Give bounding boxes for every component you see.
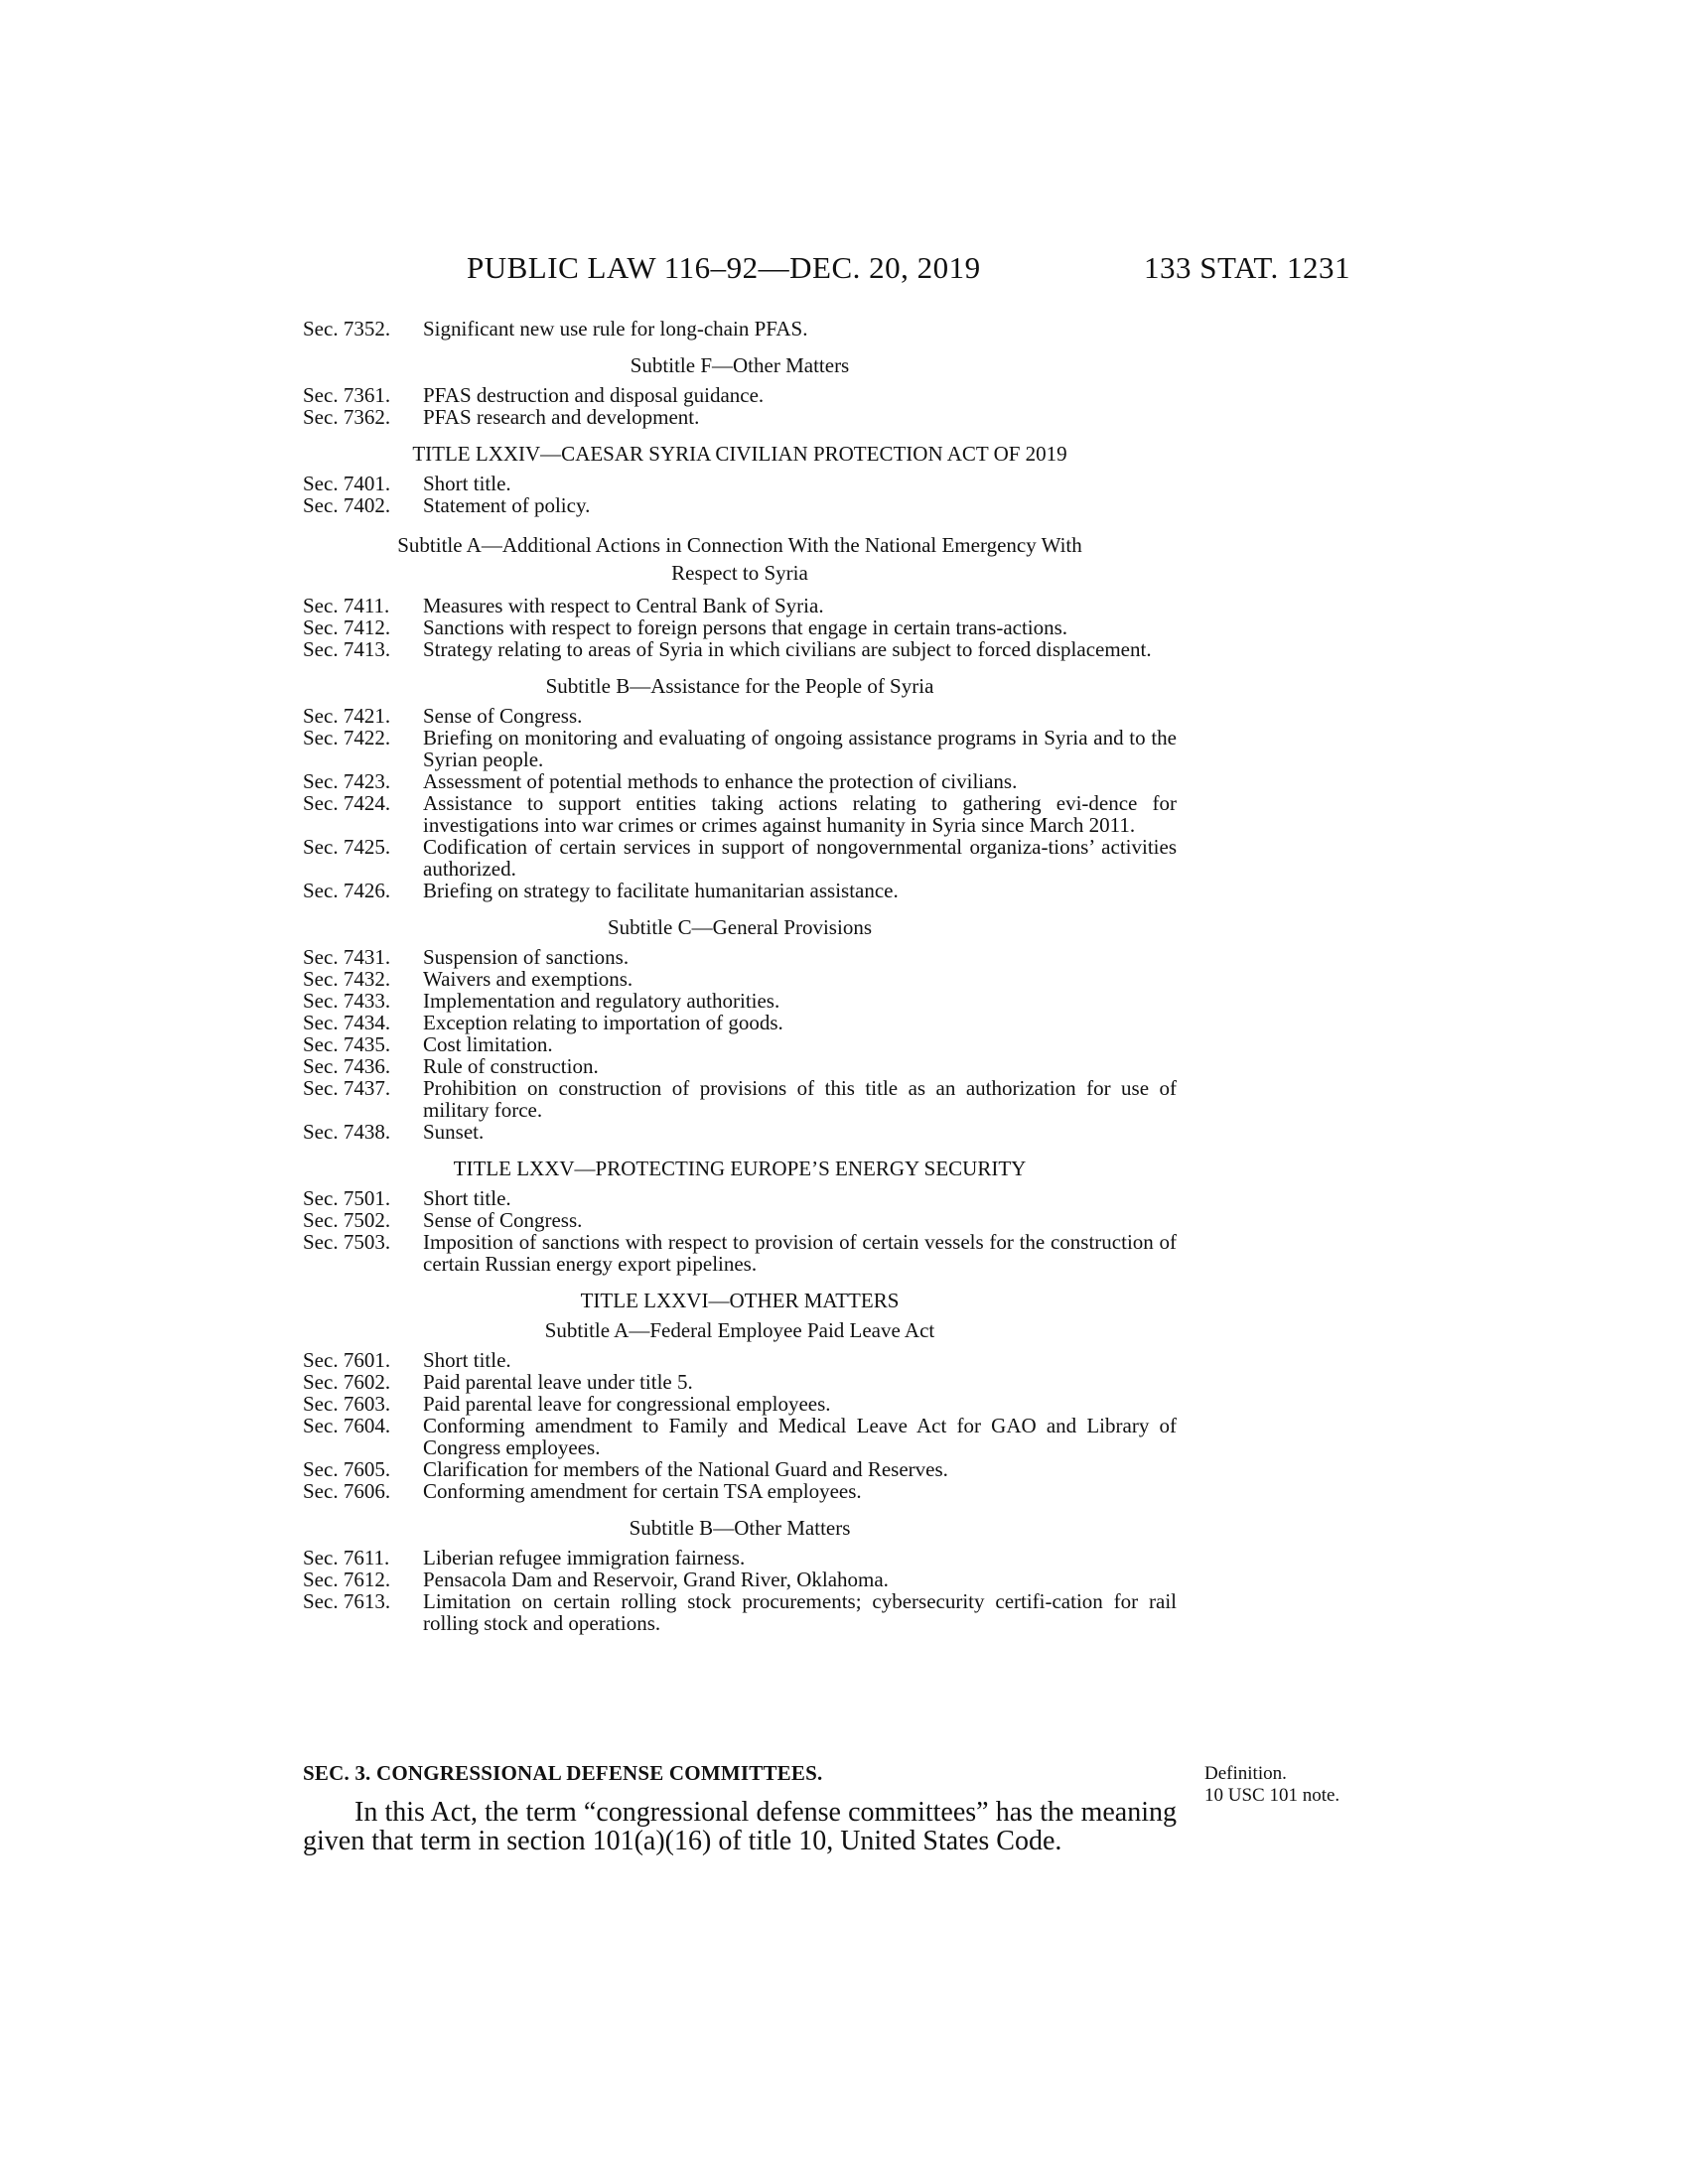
toc-entry-title: PFAS research and development. [423, 405, 700, 429]
toc-entry-title: Cost limitation. [423, 1032, 553, 1056]
toc-entry-title: Rule of construction. [423, 1054, 599, 1078]
subtitle-a2-heading: Subtitle A—Federal Employee Paid Leave Act [544, 1318, 935, 1342]
toc-entry [303, 1033, 1177, 1055]
toc-entry-number: Sec. 7502. [303, 1208, 391, 1232]
toc-entry-number: Sec. 7422. [303, 726, 391, 750]
toc-entry-number: Sec. 7437. [303, 1076, 391, 1100]
toc-entry-number: Sec. 7423. [303, 769, 391, 793]
margin-note-definition: Definition. [1204, 1763, 1287, 1784]
subtitle-a-heading-line2: Respect to Syria [671, 561, 808, 585]
toc-group-first [303, 318, 1177, 340]
toc-entry-title: Waivers and exemptions. [423, 967, 633, 991]
toc-entry-title: Conforming amendment for certain TSA employees. [423, 1479, 862, 1503]
toc-entry-number: Sec. 7412. [303, 615, 391, 639]
table-of-contents [303, 318, 1177, 1634]
toc-entry [303, 880, 1177, 901]
toc-entry-number: Sec. 7431. [303, 945, 391, 969]
toc-entry-title: Codification of certain services in support of nongovernmental organiza-tions’ activities authorized. [423, 835, 1177, 881]
toc-entry [303, 616, 1177, 638]
toc-entry-title: Briefing on strategy to facilitate humanitarian assistance. [423, 879, 899, 902]
toc-entry-title: Limitation on certain rolling stock procurements; cybersecurity certifi-cation for rail rolling stock and operations. [423, 1589, 1177, 1635]
toc-entry-number: Sec. 7361. [303, 383, 391, 407]
toc-entry [303, 1590, 1177, 1634]
subtitle-c-heading: Subtitle C—General Provisions [608, 915, 872, 939]
toc-entry-number: Sec. 7434. [303, 1011, 391, 1034]
title-lxxvi-heading: TITLE LXXVI—OTHER MATTERS [580, 1289, 900, 1312]
toc-entry [303, 473, 1177, 494]
toc-entry-number: Sec. 7352. [303, 317, 391, 341]
toc-entry [303, 836, 1177, 880]
toc-entry [303, 1547, 1177, 1569]
section-3-body: In this Act, the term “congressional defense committees” has the meaning given that term in section 101(a)(16) of title 10, United States Code. [303, 1797, 1177, 1856]
toc-entry [303, 494, 1177, 516]
subtitle-b-heading: Subtitle B—Assistance for the People of Syria [545, 674, 934, 698]
toc-entry-number: Sec. 7604. [303, 1414, 391, 1437]
toc-entry-number: Sec. 7424. [303, 791, 391, 815]
toc-entry-number: Sec. 7613. [303, 1589, 391, 1613]
page-header [0, 250, 1688, 290]
subtitle-f-heading: Subtitle F—Other Matters [630, 353, 850, 377]
toc-entry-number: Sec. 7413. [303, 637, 391, 661]
toc-entry-title: Measures with respect to Central Bank of Syria. [423, 594, 824, 617]
toc-entry-number: Sec. 7503. [303, 1230, 391, 1254]
toc-group-a2 [303, 1349, 1177, 1502]
toc-entry [303, 1231, 1177, 1275]
toc-entry [303, 1458, 1177, 1480]
title-lxxv-heading: TITLE LXXV—PROTECTING EUROPE’S ENERGY SECURITY [453, 1157, 1027, 1180]
toc-entry [303, 727, 1177, 770]
toc-group-b [303, 705, 1177, 901]
toc-entry-title: Significant new use rule for long-chain PFAS. [423, 317, 808, 341]
toc-entry-title: Assistance to support entities taking actions relating to gathering evi-dence for investigations into war crimes or crimes against humanity in Syria since March 2011. [423, 791, 1177, 837]
toc-entry-title: Liberian refugee immigration fairness. [423, 1546, 746, 1570]
toc-entry [303, 968, 1177, 990]
toc-entry-title: Strategy relating to areas of Syria in which civilians are subject to forced displacement. [423, 637, 1152, 661]
toc-entry [303, 406, 1177, 428]
toc-entry-title: Prohibition on construction of provisions of this title as an authorization for use of military force. [423, 1076, 1177, 1122]
toc-entry-number: Sec. 7426. [303, 879, 391, 902]
toc-entry-number: Sec. 7438. [303, 1120, 391, 1144]
toc-entry-number: Sec. 7425. [303, 835, 391, 859]
subtitle-a-heading [303, 531, 1177, 587]
toc-entry [303, 1349, 1177, 1371]
toc-entry-number: Sec. 7432. [303, 967, 391, 991]
toc-entry-title: Short title. [423, 472, 511, 495]
toc-entry-number: Sec. 7435. [303, 1032, 391, 1056]
toc-entry-number: Sec. 7501. [303, 1186, 391, 1210]
toc-entry [303, 770, 1177, 792]
toc-entry [303, 1415, 1177, 1458]
toc-entry [303, 1371, 1177, 1393]
toc-group-a [303, 595, 1177, 660]
toc-entry-number: Sec. 7601. [303, 1348, 391, 1372]
running-head-title: PUBLIC LAW 116–92—DEC. 20, 2019 [467, 250, 981, 285]
toc-entry-number: Sec. 7612. [303, 1568, 391, 1591]
section-3 [303, 1761, 1177, 1855]
toc-entry [303, 1209, 1177, 1231]
toc-entry-title: Assessment of potential methods to enhance the protection of civilians. [423, 769, 1018, 793]
toc-group-c [303, 946, 1177, 1143]
toc-entry-title: Sanctions with respect to foreign persons that engage in certain trans-actions. [423, 615, 1068, 639]
toc-entry [303, 1077, 1177, 1121]
toc-entry-title: PFAS destruction and disposal guidance. [423, 383, 765, 407]
toc-entry-title: Exception relating to importation of goods. [423, 1011, 783, 1034]
toc-entry [303, 1121, 1177, 1143]
toc-entry [303, 595, 1177, 616]
toc-entry-number: Sec. 7433. [303, 989, 391, 1013]
toc-entry-number: Sec. 7362. [303, 405, 391, 429]
subtitle-b2-heading: Subtitle B—Other Matters [629, 1516, 851, 1540]
toc-entry-title: Paid parental leave for congressional employees. [423, 1392, 831, 1416]
toc-entry-number: Sec. 7411. [303, 594, 390, 617]
toc-entry-title: Implementation and regulatory authorities. [423, 989, 780, 1013]
toc-entry-title: Briefing on monitoring and evaluating of ongoing assistance programs in Syria and to the Syrian people. [423, 726, 1177, 771]
toc-entry-title: Short title. [423, 1348, 511, 1372]
toc-entry [303, 1012, 1177, 1033]
toc-entry-title: Short title. [423, 1186, 511, 1210]
toc-entry-number: Sec. 7436. [303, 1054, 391, 1078]
toc-entry [303, 705, 1177, 727]
toc-entry-title: Pensacola Dam and Reservoir, Grand River, Oklahoma. [423, 1568, 889, 1591]
toc-entry-title: Conforming amendment to Family and Medical Leave Act for GAO and Library of Congress employees. [423, 1414, 1177, 1459]
toc-entry [303, 318, 1177, 340]
toc-entry-number: Sec. 7401. [303, 472, 391, 495]
toc-entry [303, 1187, 1177, 1209]
toc-group-lxxiv [303, 473, 1177, 516]
toc-entry [303, 384, 1177, 406]
statute-page-number: 133 STAT. 1231 [1144, 250, 1351, 285]
toc-group-lxxv [303, 1187, 1177, 1275]
toc-entry [303, 1569, 1177, 1590]
toc-entry-number: Sec. 7421. [303, 704, 391, 728]
toc-entry [303, 1055, 1177, 1077]
toc-entry-title: Imposition of sanctions with respect to provision of certain vessels for the construction of certain Russian energy export pipelines. [423, 1230, 1177, 1276]
toc-entry [303, 946, 1177, 968]
toc-entry-title: Statement of policy. [423, 493, 591, 517]
subtitle-a-heading-line1: Subtitle A—Additional Actions in Connection With the National Emergency With [397, 533, 1082, 557]
toc-entry-number: Sec. 7603. [303, 1392, 391, 1416]
toc-entry-number: Sec. 7611. [303, 1546, 390, 1570]
toc-entry-title: Sunset. [423, 1120, 485, 1144]
toc-entry [303, 638, 1177, 660]
toc-entry-number: Sec. 7605. [303, 1457, 391, 1481]
toc-entry [303, 990, 1177, 1012]
toc-entry-title: Sense of Congress. [423, 704, 583, 728]
toc-entry [303, 1480, 1177, 1502]
toc-entry-title: Sense of Congress. [423, 1208, 583, 1232]
toc-entry [303, 1393, 1177, 1415]
toc-entry-title: Paid parental leave under title 5. [423, 1370, 693, 1394]
toc-entry-number: Sec. 7602. [303, 1370, 391, 1394]
toc-entry-title: Suspension of sanctions. [423, 945, 630, 969]
margin-note-citation: 10 USC 101 note. [1204, 1785, 1340, 1806]
toc-group-b2 [303, 1547, 1177, 1634]
toc-entry-number: Sec. 7402. [303, 493, 391, 517]
margin-note [1204, 1763, 1339, 1807]
section-3-heading: SEC. 3. CONGRESSIONAL DEFENSE COMMITTEES. [303, 1761, 823, 1785]
toc-group-f [303, 384, 1177, 428]
toc-entry [303, 792, 1177, 836]
toc-entry-number: Sec. 7606. [303, 1479, 391, 1503]
title-lxxiv-heading: TITLE LXXIV—CAESAR SYRIA CIVILIAN PROTECTION ACT OF 2019 [412, 442, 1067, 466]
toc-entry-title: Clarification for members of the National Guard and Reserves. [423, 1457, 948, 1481]
